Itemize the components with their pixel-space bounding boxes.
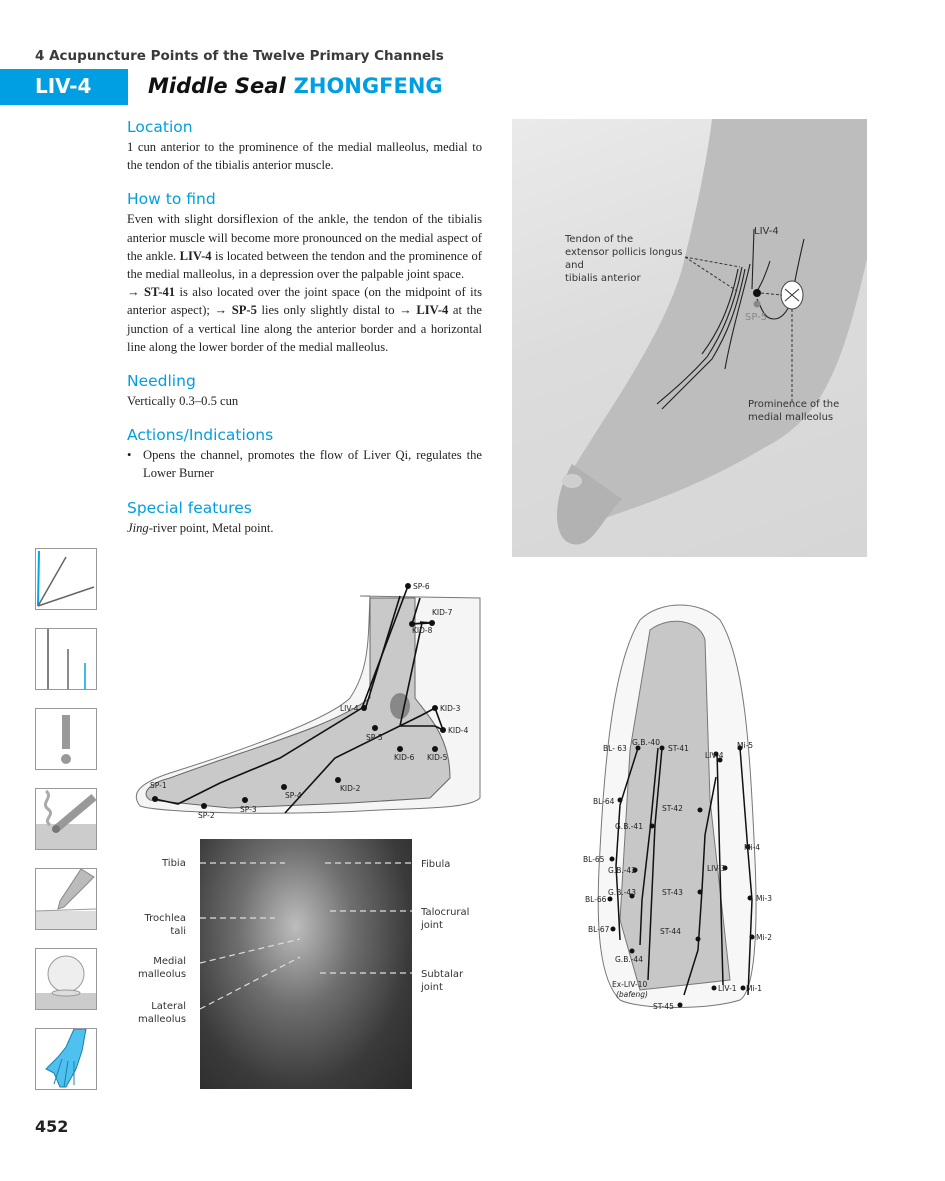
- needle-length-icon: [35, 628, 97, 690]
- point-ref: LIV-4: [416, 303, 449, 318]
- point-ref: SP-5: [231, 303, 257, 318]
- ankle-photo: [512, 119, 867, 557]
- svg-text:Mi-2: Mi-2: [756, 933, 773, 942]
- svg-text:LIV-4: LIV-4: [340, 704, 359, 713]
- svg-text:SP-6: SP-6: [413, 582, 430, 591]
- xray-label-trochlea: Trochlea tali: [144, 913, 186, 937]
- svg-text:BL- 63: BL- 63: [603, 744, 627, 753]
- tendon-label: Tendon of the extensor pollicis longus and tibialis anterior: [565, 234, 683, 284]
- actions-heading: Actions/Indications: [127, 426, 274, 445]
- svg-text:KID-8: KID-8: [412, 626, 433, 635]
- technique-icons: [35, 548, 97, 1108]
- svg-text:ST-41: ST-41: [668, 744, 689, 753]
- svg-text:SP-1: SP-1: [150, 781, 167, 790]
- xray-label-subtalar: Subtalar joint: [421, 969, 464, 993]
- svg-text:KID-2: KID-2: [340, 784, 361, 793]
- medial-foot-diagram: [130, 578, 500, 828]
- location-heading: Location: [127, 118, 193, 136]
- point-ref: ST-41: [144, 285, 176, 300]
- svg-text:G.B.-42: G.B.-42: [608, 866, 636, 875]
- svg-text:KID-3: KID-3: [440, 704, 461, 713]
- svg-text:KID-5: KID-5: [427, 753, 448, 762]
- svg-text:LIV-1: LIV-1: [718, 984, 737, 993]
- svg-text:G.B.-43: G.B.-43: [608, 888, 636, 897]
- prominence-label: Prominence of the medial malleolus: [748, 399, 840, 423]
- page-number: 452: [35, 1117, 69, 1136]
- xray-label-lateral-malleolus: Lateral malleolus: [138, 1001, 187, 1025]
- svg-text:ST-44: ST-44: [660, 927, 681, 936]
- svg-text:BL-65: BL-65: [583, 855, 605, 864]
- point-code-tag: [0, 69, 128, 105]
- svg-text:KID-4: KID-4: [448, 726, 469, 735]
- needle-angle-icon: [35, 548, 97, 610]
- svg-text:KID-6: KID-6: [394, 753, 415, 762]
- arrow-icon: →: [127, 285, 145, 300]
- needling-text: Vertically 0.3–0.5 cun: [127, 394, 239, 409]
- svg-text:LIV-4: LIV-4: [705, 751, 724, 760]
- hand-anatomy-icon: [35, 1028, 97, 1090]
- svg-text:BL-66: BL-66: [585, 895, 607, 904]
- point-code: LIV-4: [35, 74, 92, 98]
- svg-text:KID-7: KID-7: [432, 608, 453, 617]
- svg-text:Mi-4: Mi-4: [744, 843, 761, 852]
- bullet-icon: •: [127, 448, 132, 463]
- special-features-heading: Special features: [127, 498, 252, 517]
- svg-text:BL-64: BL-64: [593, 797, 615, 806]
- point-name-cn: ZHONGFENG: [293, 74, 443, 98]
- point-ref: LIV-4: [179, 248, 212, 263]
- caution-icon: [35, 708, 97, 770]
- bloodletting-icon: [35, 868, 97, 930]
- dorsal-foot-diagram: [580, 600, 780, 1025]
- svg-text:G.B.-41: G.B.-41: [615, 822, 643, 831]
- foot-photo-illustration: [512, 119, 867, 557]
- xray-label-tibia: Tibia: [162, 858, 186, 869]
- liv4-label: LIV-4: [754, 226, 779, 237]
- svg-text:ST-43: ST-43: [662, 888, 683, 897]
- xray-label-medial-malleolus: Medial malleolus: [138, 956, 187, 980]
- point-name-en: Middle Seal: [148, 74, 286, 98]
- ankle-xray: [200, 839, 412, 1089]
- actions-list-item: • Opens the channel, promotes the flow of Liver Qi, regulates the Lower Burner: [127, 446, 482, 482]
- svg-text:Mi-5: Mi-5: [737, 741, 754, 750]
- special-features-text: Jing-river point, Metal point.: [127, 520, 274, 535]
- svg-text:SP-5: SP-5: [366, 733, 383, 742]
- svg-text:ST-45: ST-45: [653, 1002, 674, 1011]
- svg-text:LIV-3: LIV-3: [707, 864, 726, 873]
- cupping-icon: [35, 948, 97, 1010]
- sp5-label: SP-5: [745, 312, 768, 323]
- location-text: 1 cun anterior to the prominence of the medial malleolus, medial to the tendon of the tibialis anterior muscle.: [127, 140, 482, 173]
- svg-text:BL-67: BL-67: [588, 925, 610, 934]
- svg-text:SP-2: SP-2: [198, 811, 215, 820]
- text-column: [127, 116, 482, 537]
- svg-text:SP-3: SP-3: [240, 805, 257, 814]
- how-to-find-heading: How to find: [127, 190, 216, 209]
- needling-heading: Needling: [127, 372, 196, 391]
- point-title: [148, 74, 443, 98]
- chapter-title: 4 Acupuncture Points of the Twelve Primary Channels: [35, 48, 444, 64]
- how-to-find-p1: Even with slight dorsiflexion of the ankle, the tendon of the tibialis anterior muscle will become more pronounced on the medial aspect of the ankle. LIV-4 is located between the tendon and the prominence of the medial malleolus, in a depression over the palpable joint space.: [127, 212, 482, 282]
- moxibustion-icon: [35, 788, 97, 850]
- how-to-find-p2: → ST-41 is also located over the joint space (on the midpoint of its anterior aspect); → SP-5 lies only slightly distal to → LIV-4 at the junction of a vertical line along the anterior border and a horizontal line along the lower border of the medial malleolus.: [127, 285, 482, 354]
- xray-label-talocrural: Talocrural joint: [421, 907, 470, 931]
- arrow-icon: →: [214, 303, 232, 318]
- svg-text:G.B.-40: G.B.-40: [632, 738, 660, 747]
- svg-text:Mi-3: Mi-3: [756, 894, 773, 903]
- xray-label-fibula: Fibula: [421, 859, 451, 870]
- svg-text:G.B.-44: G.B.-44: [615, 955, 643, 964]
- svg-text:Ex-LIV-10: Ex-LIV-10: [612, 980, 648, 989]
- svg-text:Mi-1: Mi-1: [746, 984, 763, 993]
- svg-text:(bafeng): (bafeng): [616, 990, 648, 999]
- svg-text:SP-4: SP-4: [285, 791, 302, 800]
- arrow-icon: →: [399, 303, 417, 318]
- svg-text:ST-42: ST-42: [662, 804, 683, 813]
